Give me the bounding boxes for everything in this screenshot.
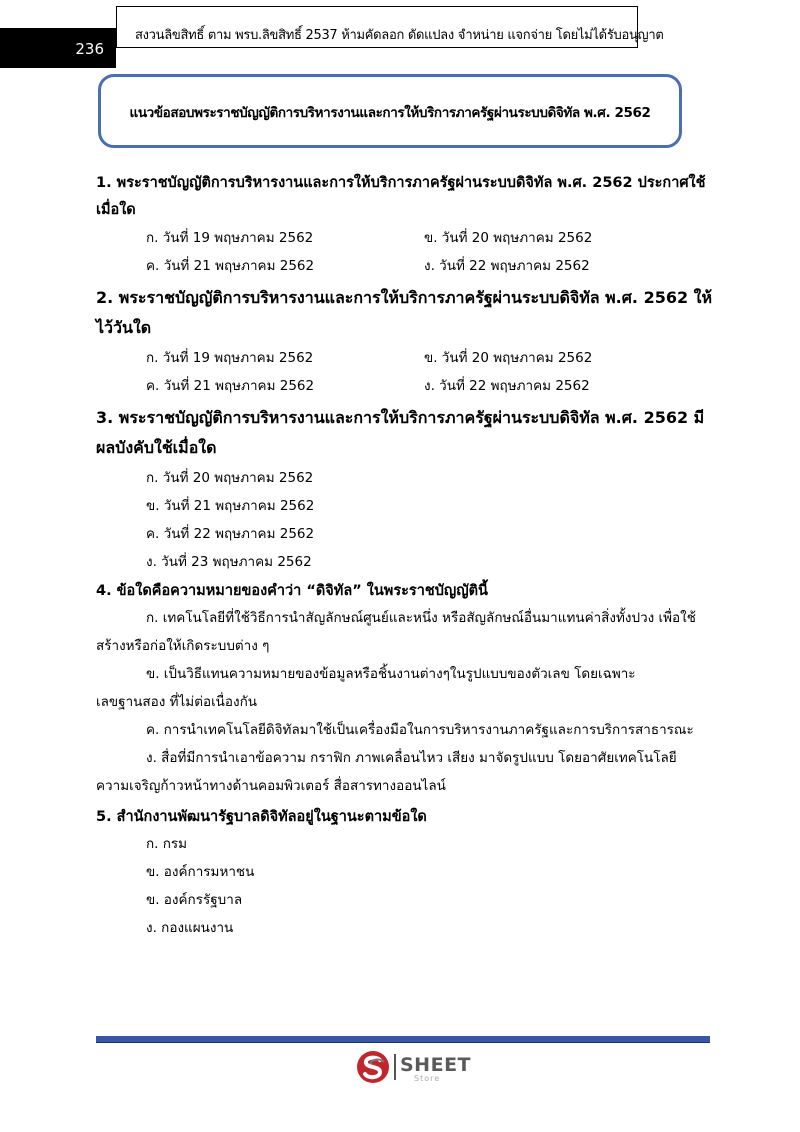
- question-5-choice-b: ข. องค์การมหาชน: [146, 864, 255, 880]
- logo-separator: [394, 1054, 396, 1080]
- question-5-choice-a: ก. กรม: [146, 836, 188, 852]
- logo-subtitle: Store: [414, 1074, 441, 1083]
- question-5-text: 5. สำนักงานพัฒนารัฐบาลดิจิทัลอยู่ในฐานะตามข้อใด: [96, 809, 427, 825]
- question-4-choice-c: ค. การนำเทคโนโลยีดิจิทัลมาใช้เป็นเครื่องมือในการบริหารงานภาครัฐและการบริการสาธารณะ: [146, 722, 694, 738]
- sheet-s-logo-icon: [356, 1050, 390, 1084]
- question-4-text: 4. ข้อใดคือความหมายของคำว่า “ดิจิทัล” ในพระราชบัญญัตินี้: [96, 583, 488, 599]
- sheet-store-logo: [356, 1050, 476, 1090]
- page-title: แนวข้อสอบพระราชบัญญัติการบริหารงานและการให้บริการภาครัฐผ่านระบบดิจิทัล พ.ศ. 2562: [129, 105, 651, 121]
- question-1-choice-d: ง. วันที่ 22 พฤษภาคม 2562: [424, 258, 590, 274]
- question-4-choice-b-cont: เลขฐานสอง ที่ไม่ต่อเนื่องกัน: [96, 694, 258, 710]
- question-3-choice-a: ก. วันที่ 20 พฤษภาคม 2562: [146, 470, 314, 486]
- question-1-text: 1. พระราชบัญญัติการบริหารงานและการให้บริการภาครัฐผ่านระบบดิจิทัล พ.ศ. 2562 ประกาศใช้: [96, 175, 706, 191]
- page-number: 236: [75, 40, 104, 58]
- logo-wordmark: SHEET: [400, 1054, 472, 1076]
- question-2-text-cont: ไว้วันใด: [96, 318, 152, 337]
- question-4-choice-a: ก. เทคโนโลยีที่ใช้วิธีการนำสัญลักษณ์ศูนย์และหนึ่ง หรือสัญลักษณ์อื่นมาแทนค่าสิ่งทั้งปวง เพื่อใช้: [146, 610, 696, 626]
- question-2-choice-c: ค. วันที่ 21 พฤษภาคม 2562: [146, 378, 315, 394]
- question-3-choice-c: ค. วันที่ 22 พฤษภาคม 2562: [146, 526, 315, 542]
- question-3-choice-d: ง. วันที่ 23 พฤษภาคม 2562: [146, 554, 312, 570]
- question-4-choice-d: ง. สื่อที่มีการนำเอาข้อความ กราฟิก ภาพเคลื่อนไหว เสียง มาจัดรูปแบบ โดยอาศัยเทคโนโลยี: [146, 750, 677, 766]
- question-5-choice-c: ข. องค์กรรัฐบาล: [146, 892, 243, 908]
- question-4-choice-d-cont: ความเจริญก้าวหน้าทางด้านคอมพิวเตอร์ สื่อสารทางออนไลน์: [96, 778, 446, 794]
- question-4-choice-a-cont: สร้างหรือก่อให้เกิดระบบต่าง ๆ: [96, 638, 270, 654]
- question-3-text: 3. พระราชบัญญัติการบริหารงานและการให้บริการภาครัฐผ่านระบบดิจิทัล พ.ศ. 2562 มี: [96, 408, 705, 427]
- question-3-text-cont: ผลบังคับใช้เมื่อใด: [96, 438, 217, 457]
- page-title-box: [98, 74, 682, 148]
- question-1-choice-b: ข. วันที่ 20 พฤษภาคม 2562: [424, 230, 593, 246]
- question-2-choice-a: ก. วันที่ 19 พฤษภาคม 2562: [146, 350, 314, 366]
- question-2-choice-b: ข. วันที่ 20 พฤษภาคม 2562: [424, 350, 593, 366]
- question-5-choice-d: ง. กองแผนงาน: [146, 920, 234, 936]
- copyright-notice: สงวนลิขสิทธิ์ ตาม พรบ.ลิขสิทธิ์ 2537 ห้ามคัดลอก ดัดแปลง จำหน่าย แจกจ่าย โดยไม่ได้รับอนุญาต: [135, 28, 664, 43]
- question-1-choice-c: ค. วันที่ 21 พฤษภาคม 2562: [146, 258, 315, 274]
- footer-divider: [96, 1036, 710, 1043]
- question-1-choice-a: ก. วันที่ 19 พฤษภาคม 2562: [146, 230, 314, 246]
- question-1-text-cont: เมื่อใด: [96, 202, 136, 218]
- question-2-text: 2. พระราชบัญญัติการบริหารงานและการให้บริการภาครัฐผ่านระบบดิจิทัล พ.ศ. 2562 ให้: [96, 288, 713, 307]
- question-3-choice-b: ข. วันที่ 21 พฤษภาคม 2562: [146, 498, 315, 514]
- question-4-choice-b: ข. เป็นวิธีแทนความหมายของข้อมูลหรือชิ้นงานต่างๆในรูปแบบของตัวเลข โดยเฉพาะ: [146, 666, 636, 682]
- question-2-choice-d: ง. วันที่ 22 พฤษภาคม 2562: [424, 378, 590, 394]
- page-number-tab: [0, 28, 116, 68]
- copyright-notice-box: [116, 6, 664, 48]
